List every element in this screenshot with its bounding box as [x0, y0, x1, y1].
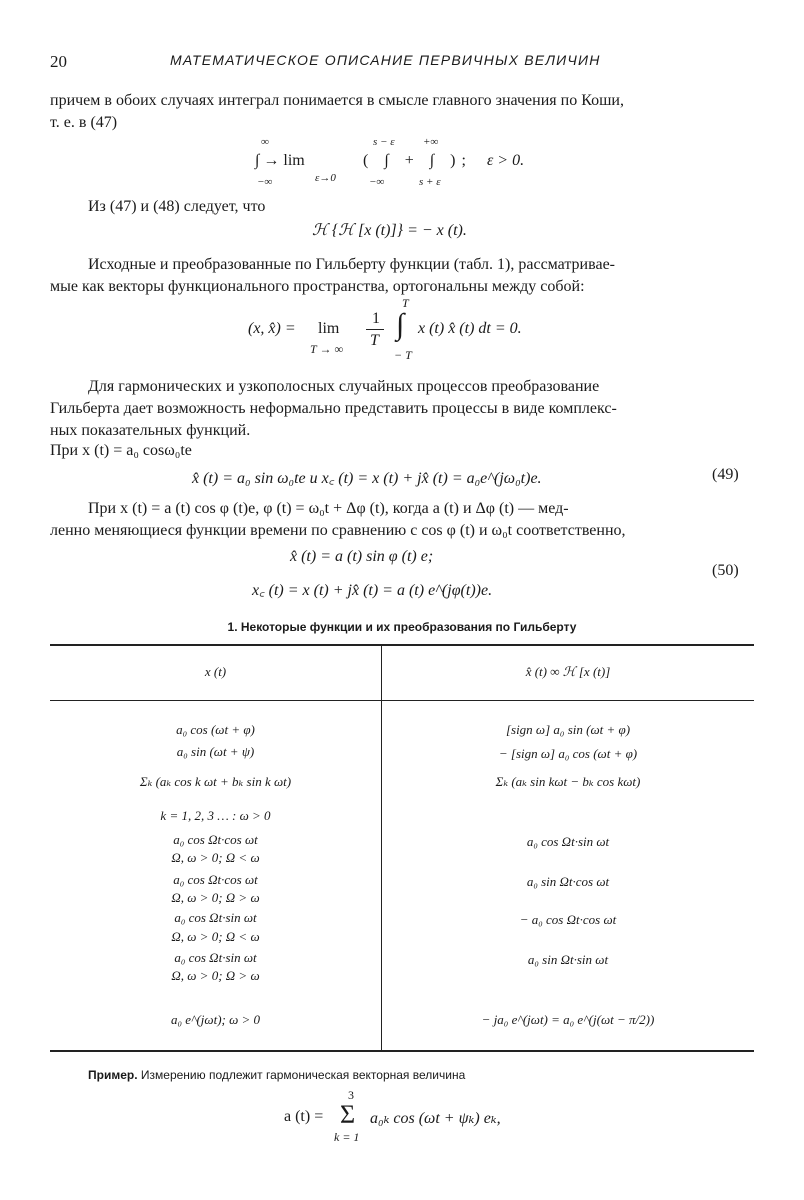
paragraph-4 [50, 376, 754, 442]
equation-49: x̂ (t) = a₀ sin ω₀te и x꜀ (t) = x (t) + jx̂ (t) = a₀e^(jω₀t)e. [192, 470, 542, 487]
eq49-intro: При x (t) = a₀ cosω₀te [50, 442, 192, 459]
paragraph-3 [50, 254, 754, 298]
integral-2-upper: +∞ [423, 136, 439, 148]
paragraph-3-line-2: мые как векторы функционального пространства, ортогональны между собой: [50, 278, 585, 295]
table-right-cell: − ja₀ e^(jωt) = a₀ e^(j(ωt − π/2)) [481, 1012, 655, 1027]
table-left-cell: a₀ cos (ωt + φ) [176, 722, 255, 737]
integral-2-lower: s + ε [419, 176, 441, 188]
table-right-cell: − [sign ω] a₀ cos (ωt + φ) [498, 746, 638, 761]
table-right-cell: − a₀ cos Ωt·cos ωt [519, 912, 617, 927]
table-header-hilbert: x̂ (t) ∞ ℋ [x (t)] [525, 664, 611, 679]
equation-50-number: (50) [712, 562, 739, 579]
equation-49-number: (49) [712, 466, 739, 483]
table-left-cell: k = 1, 2, 3 … : ω > 0 [160, 808, 271, 823]
table-header-x: x (t) [204, 664, 227, 679]
orth-int-lower: − T [394, 348, 412, 362]
paragraph-4-line-2: Гильберта дает возможность неформально представить процессы в виде комплекс- [50, 400, 617, 417]
example-line [88, 1068, 465, 1082]
table-left-cell: a₀ cos Ωt·sin ωt [174, 910, 257, 925]
table-left-cell: Ω, ω > 0; Ω < ω [171, 929, 260, 944]
paragraph-5 [50, 498, 754, 542]
paragraph-2: Из (47) и (48) следует, что [88, 198, 266, 215]
equation-orthogonality [248, 296, 568, 366]
lhs-lower-limit: −∞ [257, 176, 273, 188]
table-left-cell: Σₖ (aₖ cos k ωt + bₖ sin k ωt) [139, 774, 292, 789]
orth-frac-den: T [370, 332, 379, 349]
example-label: Пример. [88, 1068, 138, 1082]
orth-frac-bar [366, 329, 384, 330]
lhs-upper-limit: ∞ [261, 136, 269, 148]
example-sum-lower: k = 1 [334, 1130, 360, 1144]
table-left-cell: Ω, ω > 0; Ω > ω [171, 968, 260, 983]
example-text: Измерению подлежит гармоническая векторная величина [140, 1068, 466, 1082]
table-left-cell: a₀ e^(jωt); ω > 0 [170, 1012, 261, 1027]
example-sum-sign: Σ [340, 1100, 356, 1129]
lhs-integral: ∫ → lim [255, 152, 305, 169]
orth-frac-num: 1 [372, 310, 380, 327]
table-header-rule [50, 700, 754, 701]
page-number: 20 [50, 52, 67, 71]
table-left-cell: a₀ cos Ωt·sin ωt [174, 950, 257, 965]
equation-double-hilbert: ℋ {ℋ [x (t)]} = − x (t). [312, 222, 467, 239]
table-top-rule [50, 644, 754, 646]
paragraph-4-line-3: ных показательных функций. [50, 422, 251, 439]
integral-1-lower: −∞ [369, 176, 385, 188]
example-equation [284, 1088, 544, 1150]
table-left-cell: a₀ cos Ωt·cos ωt [173, 872, 258, 887]
example-eq-lhs: a (t) = [284, 1108, 324, 1125]
table-bottom-rule [50, 1050, 754, 1052]
paragraph-5-line-2: ленно меняющиеся функции времени по сравнению с cos φ (t) и ω₀t соответственно, [50, 522, 626, 539]
orth-integral-sign: ∫ [396, 308, 405, 341]
table-right-cell: Σₖ (aₖ sin kωt − bₖ cos kωt) [495, 774, 641, 789]
paragraph-3-line-1: Исходные и преобразованные по Гильберту функции (табл. 1), рассматривае- [88, 256, 615, 273]
equation-limit [255, 138, 555, 190]
lim-subscript: ε→0 [315, 172, 336, 184]
orth-lim: lim [318, 320, 340, 337]
example-eq-body: a₀ₖ cos (ωt + ψₖ) eₖ, [370, 1110, 501, 1127]
table-right-cell: a₀ cos Ωt·sin ωt [526, 834, 610, 849]
table-right-cell: a₀ sin Ωt·cos ωt [526, 874, 610, 889]
table-right-cell: a₀ sin Ωt·sin ωt [527, 952, 609, 967]
example-sum-upper: 3 [348, 1088, 354, 1102]
paragraph-5-line-1: При x (t) = a (t) cos φ (t)e, φ (t) = ω₀t + Δφ (t), когда a (t) и Δφ (t) — мед- [88, 500, 569, 517]
paragraph-4-line-1: Для гармонических и узкополосных случайных процессов преобразование [88, 378, 600, 395]
condition: ε > 0. [487, 152, 525, 169]
equation-50-line-1: x̂ (t) = a (t) sin φ (t) e; [290, 548, 434, 565]
running-title: МАТЕМАТИЧЕСКОЕ ОПИСАНИЕ ПЕРВИЧНЫХ ВЕЛИЧИН [170, 52, 601, 68]
table-left-cell: a₀ sin (ωt + ψ) [176, 744, 255, 759]
paragraph-1-line-1: причем в обоих случаях интеграл понимается в смысле главного значения по Коши, [50, 92, 624, 109]
orth-lim-sub: T → ∞ [310, 342, 344, 356]
paragraph-1 [50, 90, 754, 134]
integral-1-upper: s − ε [373, 136, 395, 148]
equation-50-line-2: x꜀ (t) = x (t) + jx̂ (t) = a (t) e^(jφ(t))e. [252, 582, 493, 599]
table-left-cell: a₀ cos Ωt·cos ωt [173, 832, 258, 847]
orth-body: x (t) x̂ (t) dt = 0. [418, 320, 522, 337]
table-caption: 1. Некоторые функции и их преобразования по Гильберту [227, 620, 577, 634]
paragraph-1-line-2: т. е. в (47) [50, 114, 118, 131]
table-left-cell: Ω, ω > 0; Ω < ω [171, 850, 260, 865]
table-left-cell: Ω, ω > 0; Ω > ω [171, 890, 260, 905]
orth-int-upper: T [402, 296, 409, 310]
table-right-cell: [sign ω] a₀ sin (ωt + φ) [505, 722, 631, 737]
integral-body: ( ∫ + ∫ ); [363, 152, 472, 169]
orth-lhs: (x, x̂) = [248, 320, 296, 337]
